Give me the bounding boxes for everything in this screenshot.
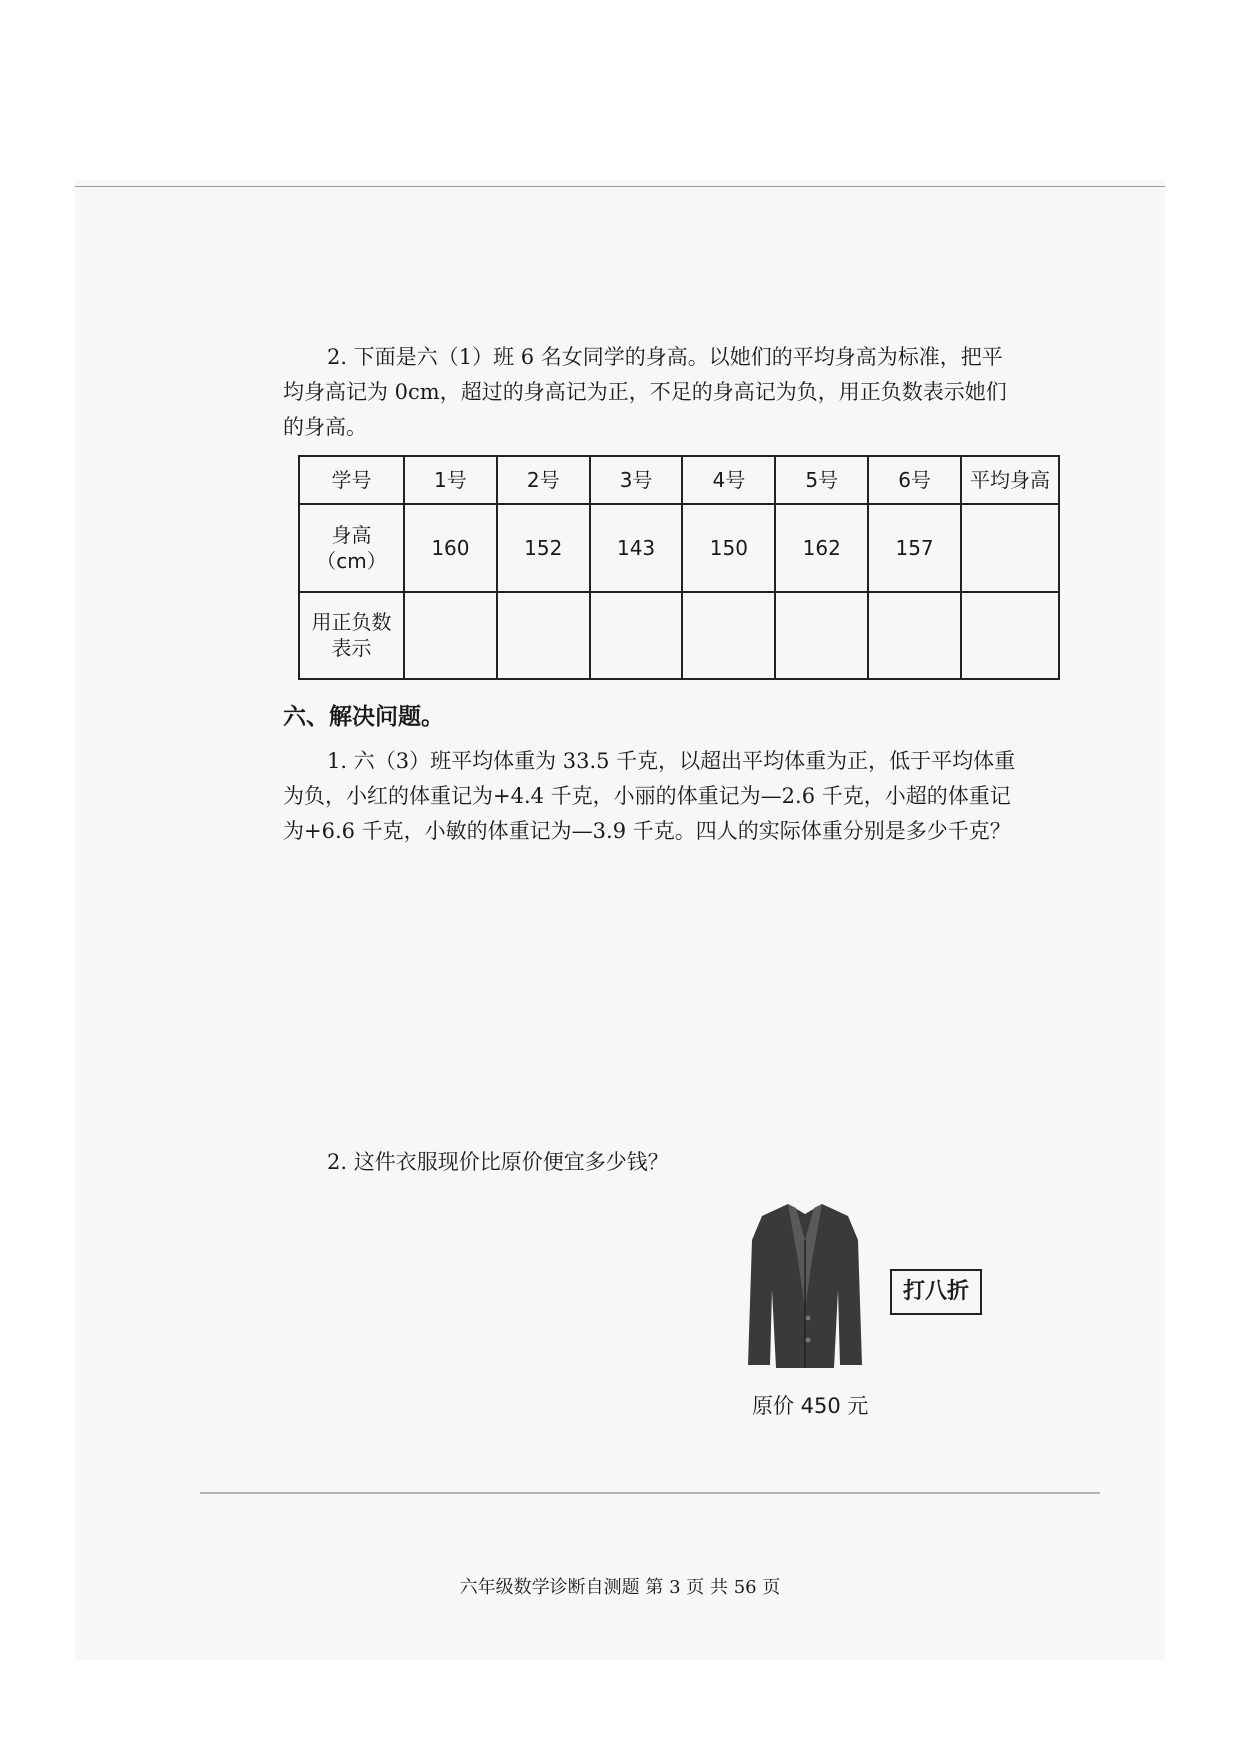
question-2-line-2: 均身高记为 0cm，超过的身高记为正，不足的身高记为负，用正负数表示她们 bbox=[283, 380, 1007, 404]
table-row-height bbox=[299, 504, 1059, 591]
height-cell: 143 bbox=[590, 504, 683, 591]
question-1-line-1: 1. 六（3）班平均体重为 33.5 千克，以超出平均体重为正，低于平均体重 bbox=[327, 749, 1016, 773]
signed-cell bbox=[590, 592, 683, 679]
section-6-title: 六、解决问题。 bbox=[283, 704, 444, 730]
section-6-question-1 bbox=[283, 744, 1098, 849]
header-cell: 5号 bbox=[775, 456, 868, 504]
top-rule bbox=[75, 186, 1165, 187]
signed-cell bbox=[497, 592, 590, 679]
signed-cell bbox=[682, 592, 775, 679]
height-cell-average bbox=[961, 504, 1059, 591]
header-cell-average: 平均身高 bbox=[961, 456, 1059, 504]
signed-cell bbox=[404, 592, 497, 679]
height-table bbox=[298, 455, 1060, 680]
header-cell: 学号 bbox=[299, 456, 404, 504]
jacket-image bbox=[748, 1200, 862, 1370]
header-cell: 2号 bbox=[497, 456, 590, 504]
signed-cell bbox=[775, 592, 868, 679]
signed-cell-average bbox=[961, 592, 1059, 679]
discount-label: 打八折 bbox=[890, 1269, 982, 1315]
table-row-signed bbox=[299, 592, 1059, 679]
header-cell: 4号 bbox=[682, 456, 775, 504]
section-6-question-2: 2. 这件衣服现价比原价便宜多少钱？ bbox=[327, 1150, 669, 1174]
header-cell: 1号 bbox=[404, 456, 497, 504]
height-cell: 157 bbox=[868, 504, 961, 591]
height-cell: 152 bbox=[497, 504, 590, 591]
height-cell: 160 bbox=[404, 504, 497, 591]
question-1-line-3: 为+6.6 千克，小敏的体重记为—3.9 千克。四人的实际体重分别是多少千克？ bbox=[283, 819, 1011, 843]
table-header-row bbox=[299, 456, 1059, 504]
question-2 bbox=[283, 340, 1098, 445]
bottom-rule bbox=[200, 1492, 1100, 1494]
question-2-line-1: 2. 下面是六（1）班 6 名女同学的身高。以她们的平均身高为标准，把平 bbox=[327, 345, 1003, 369]
question-1-line-2: 为负，小红的体重记为+4.4 千克，小丽的体重记为—2.6 千克，小超的体重记 bbox=[283, 784, 1011, 808]
page-footer: 六年级数学诊断自测题 第 3 页 共 56 页 bbox=[459, 1577, 781, 1598]
row-label-signed: 用正负数表示 bbox=[299, 592, 404, 679]
height-cell: 150 bbox=[682, 504, 775, 591]
row-label-height: 身高（cm） bbox=[299, 504, 404, 591]
original-price-caption: 原价 450 元 bbox=[752, 1394, 869, 1418]
header-cell: 6号 bbox=[868, 456, 961, 504]
height-cell: 162 bbox=[775, 504, 868, 591]
signed-cell bbox=[868, 592, 961, 679]
header-cell: 3号 bbox=[590, 456, 683, 504]
question-2-line-3: 的身高。 bbox=[283, 415, 367, 439]
